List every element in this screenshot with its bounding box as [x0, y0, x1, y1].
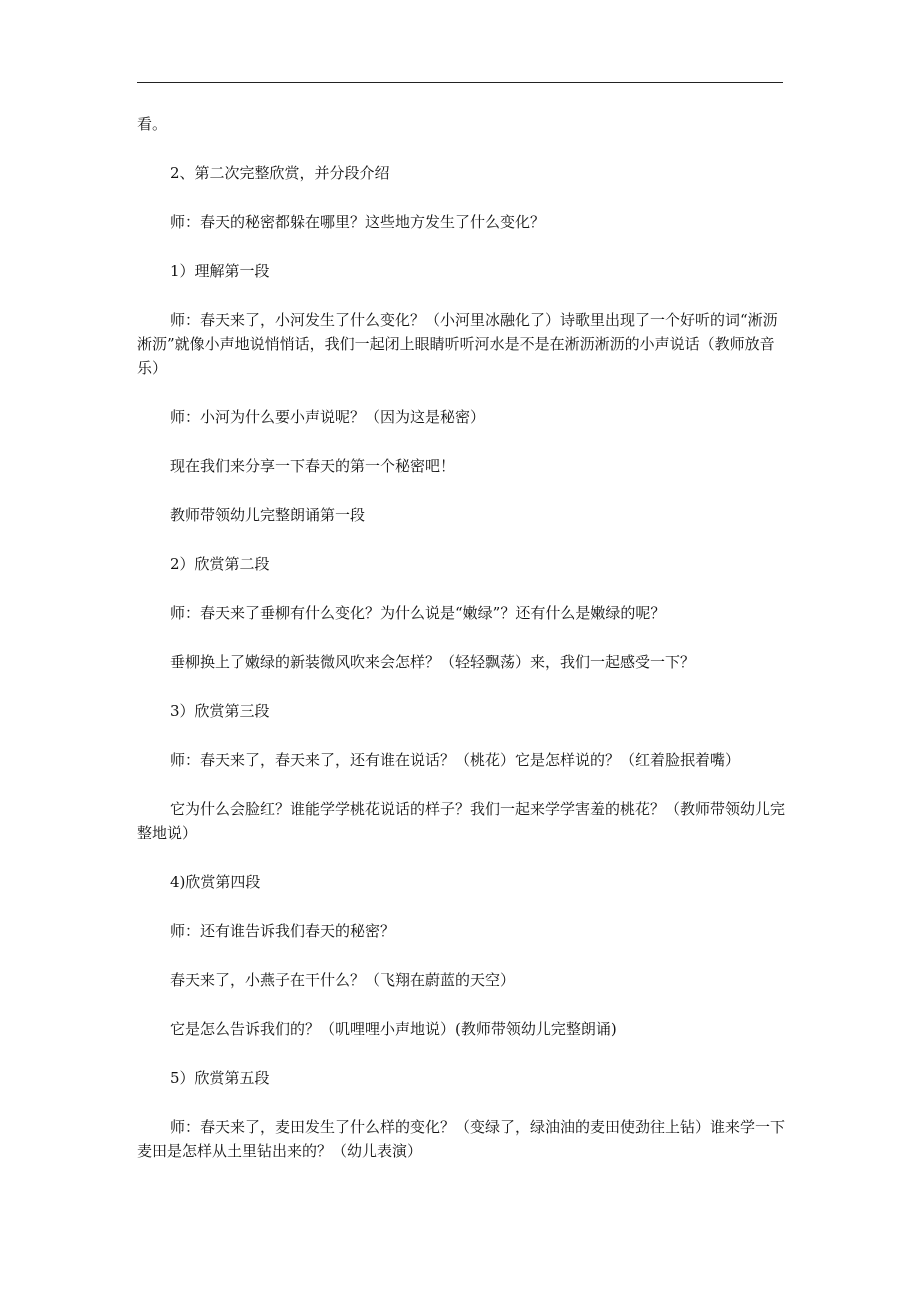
paragraph-recite-first: 教师带领幼儿完整朗诵第一段 [170, 506, 366, 524]
paragraph-subsection-2: 2）欣赏第二段 [170, 555, 270, 573]
paragraph-subsection-3: 3）欣赏第三段 [170, 702, 270, 720]
paragraph-swallow-tell: 它是怎么告诉我们的？（叽哩哩小声地说）(教师带领幼儿完整朗诵) [170, 1020, 617, 1038]
paragraph-peach-blush: 它为什么会脸红？谁能学学桃花说话的样子？我们一起来学学害羞的桃花？（教师带领幼儿完整地说） [137, 800, 786, 842]
paragraph-subsection-4: 4)欣赏第四段 [170, 873, 261, 891]
paragraph-subsection-5: 5）欣赏第五段 [170, 1069, 270, 1087]
paragraph-subsection-1: 1）理解第一段 [170, 262, 270, 280]
header-rule [137, 82, 783, 83]
paragraph-who-else: 师：还有谁告诉我们春天的秘密？ [170, 922, 396, 940]
paragraph-section-heading: 2、第二次完整欣赏，并分段介绍 [170, 164, 390, 182]
paragraph-peach-question: 师：春天来了，春天来了，还有谁在说话？（桃花）它是怎样说的？（红着脸抿着嘴） [170, 751, 741, 769]
paragraph-willow-question: 师：春天来了垂柳有什么变化？为什么说是“嫩绿”？还有什么是嫩绿的呢？ [170, 604, 666, 622]
paragraph-continuation: 看。 [137, 115, 168, 133]
paragraph-share-secret: 现在我们来分享一下春天的第一个秘密吧！ [170, 457, 456, 475]
paragraph-teacher-question: 师：春天的秘密都躲在哪里？这些地方发生了什么变化？ [170, 213, 546, 231]
paragraph-willow-feel: 垂柳换上了嫩绿的新装微风吹来会怎样？（轻轻飘荡）来，我们一起感受一下？ [170, 653, 696, 671]
paragraph-river-discussion: 师：春天来了，小河发生了什么变化？（小河里冰融化了）诗歌里出现了一个好听的词“淅沥淅沥”就像小声地说悄悄话，我们一起闭上眼睛听听河水是不是在淅沥淅沥的小声说话（教师放音乐） [137, 311, 778, 377]
paragraph-swallow-question: 春天来了，小燕子在干什么？（飞翔在蔚蓝的天空） [170, 971, 516, 989]
paragraph-wheat-question: 师：春天来了，麦田发生了什么样的变化？（变绿了，绿油油的麦田使劲往上钻）谁来学一下麦田是怎样从土里钻出来的？（幼儿表演） [137, 1118, 786, 1160]
document-body [137, 112, 787, 1188]
paragraph-river-whisper: 师：小河为什么要小声说呢？（因为这是秘密） [170, 408, 486, 426]
